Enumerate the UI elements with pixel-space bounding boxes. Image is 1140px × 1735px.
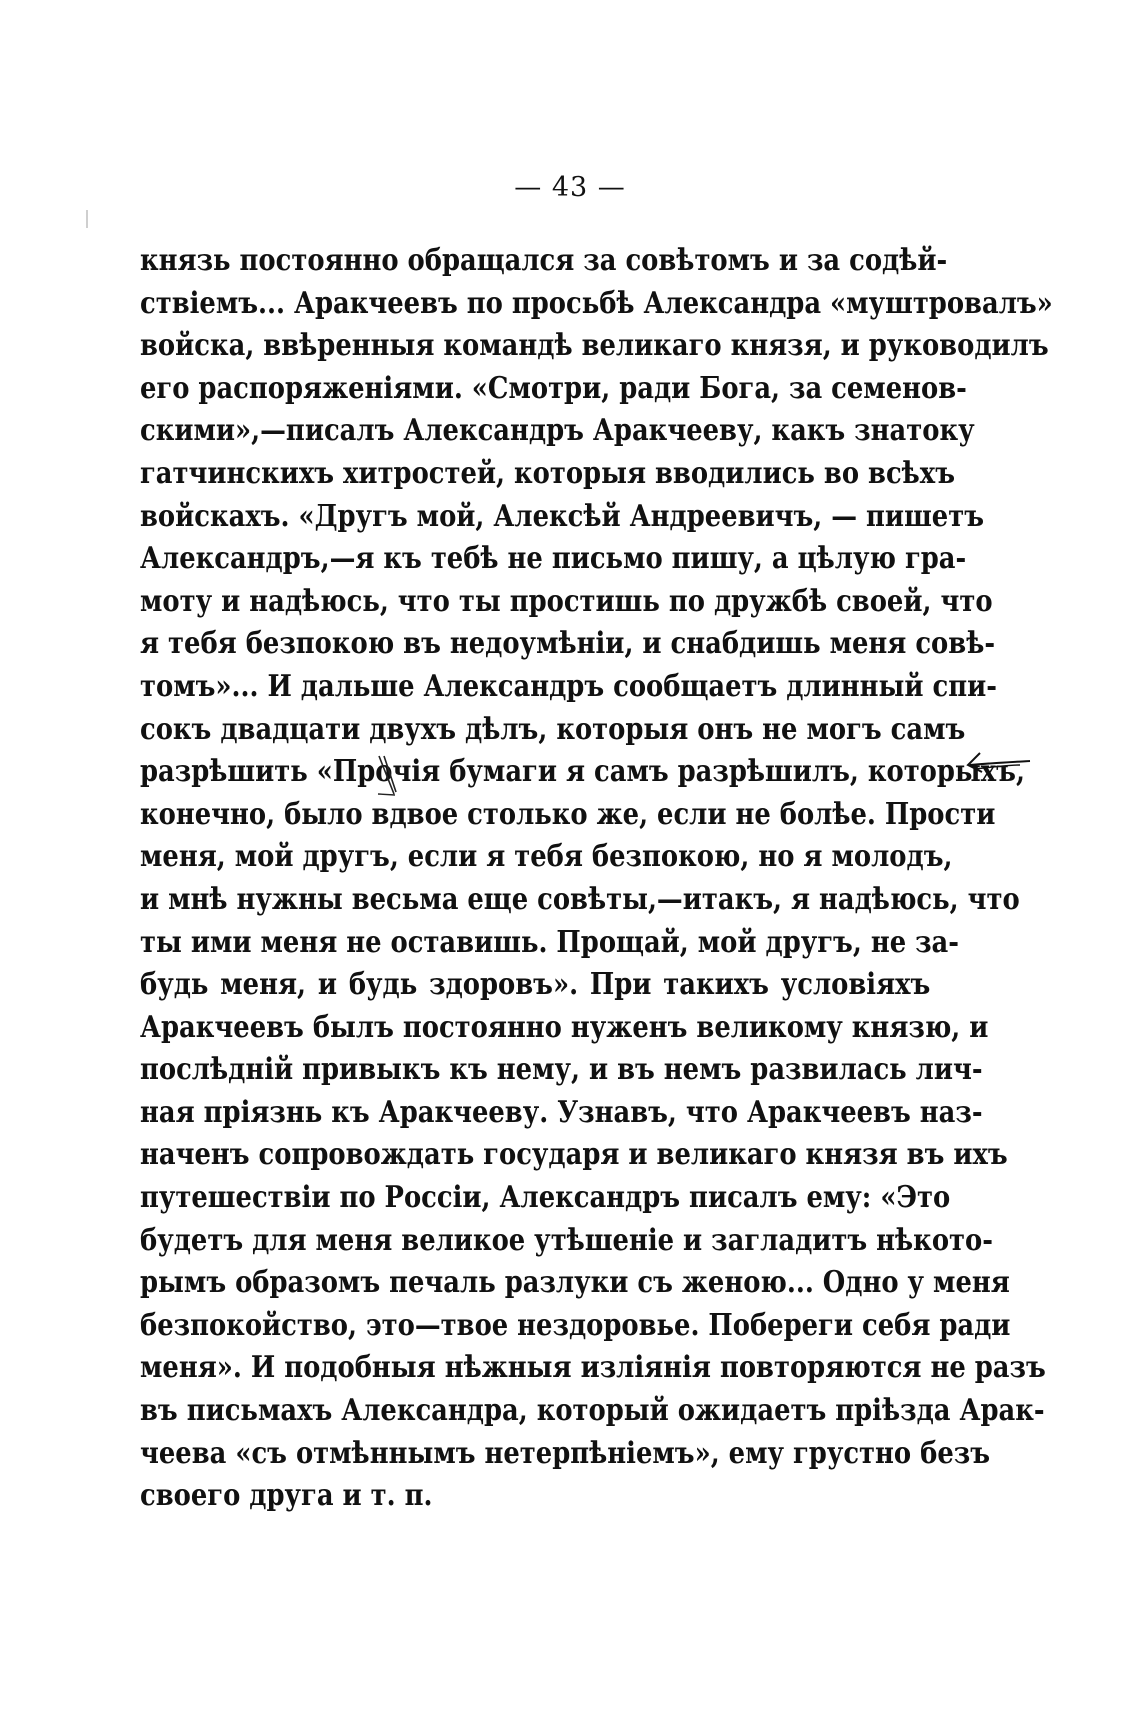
text-line: чеева «съ отмѣннымъ нетерпѣніемъ», ему грустно безъ <box>140 1435 991 1471</box>
text-line: его распоряженіями. «Смотри, ради Бога, за семенов- <box>140 370 967 406</box>
text-line: моту и надѣюсь, что ты простишь по дружбѣ своей, что <box>140 583 993 619</box>
text-line: путешествіи по Россіи, Александръ писалъ ему: «Это <box>140 1180 951 1216</box>
text-line: сокъ двадцати двухъ дѣлъ, которыя онъ не могъ самъ <box>140 711 966 747</box>
text-line: гатчинскихъ хитростей, которыя вводились во всѣхъ <box>140 455 955 491</box>
text-line: будетъ для меня великое утѣшеніе и загладитъ нѣкото- <box>140 1222 993 1258</box>
pencil-slash-mark <box>376 754 398 798</box>
text-line: послѣдній привыкъ къ нему, и въ немъ развилась лич- <box>140 1052 983 1088</box>
text-line: и мнѣ нужны весьма еще совѣты,—итакъ, я надѣюсь, что <box>140 881 1020 917</box>
handwritten-arrow-icon <box>962 748 1032 778</box>
text-line: будь меня, и будь здоровъ». При такихъ условіяхъ <box>140 967 931 1003</box>
text-line: конечно, было вдвое столько же, если не болѣе. Прости <box>140 796 996 832</box>
text-line: своего друга и т. п. <box>140 1478 433 1514</box>
page-number: — 43 — <box>514 172 626 203</box>
text-line: Александръ,—я къ тебѣ не письмо пишу, а цѣлую гра- <box>140 541 967 577</box>
text-line: князь постоянно обращался за совѣтомъ и за содѣй- <box>140 243 948 278</box>
text-line: рымъ образомъ печаль разлуки съ женою... Одно у меня <box>140 1265 1010 1301</box>
text-line: ствіемъ... Аракчеевъ по просьбѣ Александра «муштровалъ» <box>140 285 1053 321</box>
text-line: я тебя безпокою въ недоумѣніи, и снабдишь меня совѣ- <box>140 626 996 662</box>
text-line: меня». И подобныя нѣжныя изліянія повторяются не разъ <box>140 1350 1046 1386</box>
text-line: войска, ввѣренныя командѣ великаго князя, и руководилъ <box>140 328 1049 364</box>
body-text <box>140 240 1053 1518</box>
scan-speck <box>86 210 88 228</box>
text-line: разрѣшить «Прочія бумаги я самъ разрѣшилъ, которыхъ, <box>140 754 1025 790</box>
text-line: томъ»... И дальше Александръ сообщаетъ длинный спи- <box>140 668 997 704</box>
text-line: безпокойство, это—твое нездоровье. Побереги себя ради <box>140 1307 1011 1343</box>
text-line: меня, мой другъ, если я тебя безпокою, но я молодъ, <box>140 839 953 875</box>
text-line: въ письмахъ Александра, который ожидаетъ пріѣзда Арак- <box>140 1393 1045 1429</box>
text-line: Аракчеевъ былъ постоянно нуженъ великому князю, и <box>140 1009 989 1045</box>
text-line: войскахъ. «Другъ мой, Алексѣй Андреевичъ, — пишетъ <box>140 498 984 534</box>
text-line: ная пріязнь къ Аракчееву. Узнавъ, что Аракчеевъ наз- <box>140 1094 983 1130</box>
text-line: наченъ сопровождать государя и великаго князя въ ихъ <box>140 1137 1008 1173</box>
text-line: скими»,—писалъ Александръ Аракчееву, какъ знатоку <box>140 413 975 449</box>
text-line: ты ими меня не оставишь. Прощай, мой другъ, не за- <box>140 924 959 960</box>
